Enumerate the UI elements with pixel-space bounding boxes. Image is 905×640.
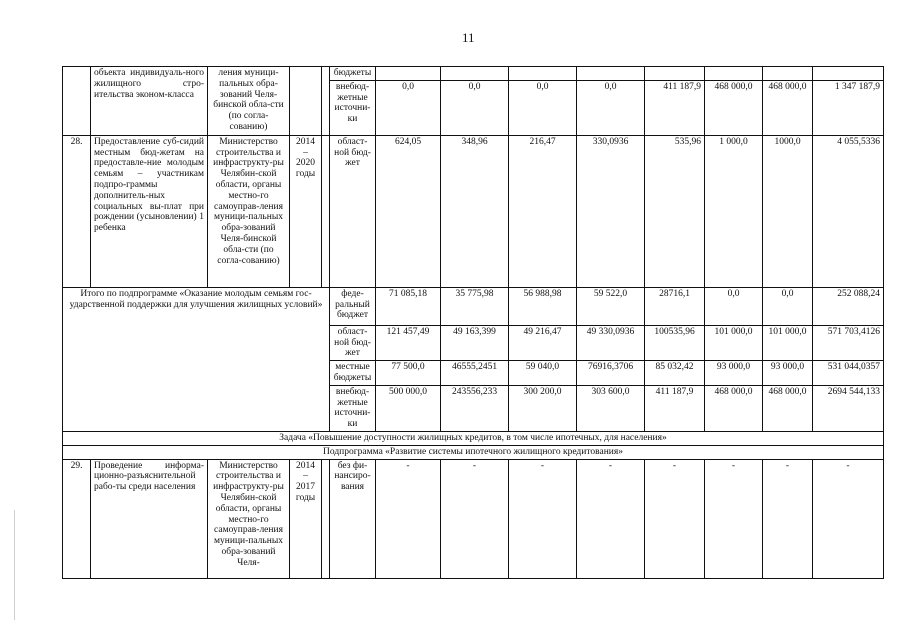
value-cell: 121 457,49 <box>376 325 441 360</box>
value-cell <box>705 67 763 81</box>
years: 2014 – 2020 годы <box>290 135 322 287</box>
value-cell: 56 988,98 <box>509 287 577 325</box>
measure-name: объекта индивидуаль-ного жилищного стро-ительства эконом-класса <box>91 67 208 136</box>
row-number: 28. <box>63 135 91 287</box>
value-cell: 0,0 <box>763 287 813 325</box>
value-cell: 531 044,0357 <box>813 361 884 386</box>
value-cell: 303 600,0 <box>577 385 645 431</box>
years <box>290 67 322 136</box>
value-cell: 35 775,98 <box>441 287 509 325</box>
subprogram-heading: Подпрограмма «Развитие системы ипотечного жилищного кредитования» <box>63 445 884 459</box>
funding-source: област-ной бюд-жет <box>330 135 376 287</box>
value-cell: - <box>645 459 705 578</box>
subprogram-heading-row <box>63 445 884 459</box>
table-row-28 <box>63 135 884 287</box>
funding-source: местные бюджеты <box>330 361 376 386</box>
years: 2014 – 2017 годы <box>290 459 322 578</box>
value-cell: 0,0 <box>705 287 763 325</box>
page-number: 11 <box>462 30 475 45</box>
funding-source: бюджеты <box>330 67 376 81</box>
value-cell: 59 522,0 <box>577 287 645 325</box>
value-cell: 500 000,0 <box>376 385 441 431</box>
row-number: 29. <box>63 459 91 578</box>
value-cell: 330,0936 <box>577 135 645 287</box>
value-cell: 468 000,0 <box>705 80 763 135</box>
value-cell: 1 000,0 <box>705 135 763 287</box>
blank-cell <box>322 67 330 136</box>
value-cell <box>509 67 577 81</box>
value-cell: - <box>376 459 441 578</box>
value-cell: 252 088,24 <box>813 287 884 325</box>
funding-source: област-ной бюд-жет <box>330 325 376 360</box>
blank-cell <box>322 135 330 287</box>
executor: Министерство строительства и инфраструкту-ры Челябин-ской области, органы местно-го самоуправ-ления муници-пальных обра-зований Челя- <box>208 459 290 578</box>
value-cell: 101 000,0 <box>763 325 813 360</box>
value-cell: 348,96 <box>441 135 509 287</box>
value-cell: 1000,0 <box>763 135 813 287</box>
value-cell: - <box>441 459 509 578</box>
value-cell: 411 187,9 <box>645 385 705 431</box>
value-cell: 571 703,4126 <box>813 325 884 360</box>
funding-source: феде-ральный бюджет <box>330 287 376 325</box>
value-cell: 411 187,9 <box>645 80 705 135</box>
total-row-federal <box>63 287 884 325</box>
value-cell: 85 032,42 <box>645 361 705 386</box>
value-cell: 468 000,0 <box>763 385 813 431</box>
value-cell: - <box>705 459 763 578</box>
value-cell: 28716,1 <box>645 287 705 325</box>
executor: ления муници-пальных обра-зований Челя-бинской обла-сти (по согла-сованию) <box>208 67 290 136</box>
value-cell: 300 200,0 <box>509 385 577 431</box>
measure-name: Проведение информа-ционно-разъяснительной рабо-ты среди населения <box>91 459 208 578</box>
value-cell <box>577 67 645 81</box>
value-cell: - <box>509 459 577 578</box>
value-cell: - <box>813 459 884 578</box>
row-number <box>63 67 91 136</box>
value-cell: 535,96 <box>645 135 705 287</box>
value-cell: 77 500,0 <box>376 361 441 386</box>
subprogram-total-label: Итого по подпрограмме «Оказание молодым семьям гос-ударственной поддержки для улучшения жилищных условий» <box>63 287 330 431</box>
value-cell: 1 347 187,9 <box>813 80 884 135</box>
value-cell <box>763 67 813 81</box>
task-heading-row <box>63 431 884 445</box>
executor: Министерство строительства и инфраструкту-ры Челябин-ской области, органы местно-го самоуправ-ления муници-пальных обра-зований Челя-бинской обла-сти (по согла-сованию) <box>208 135 290 287</box>
funding-source: внебюд-жетные источни-ки <box>330 385 376 431</box>
value-cell: 468 000,0 <box>705 385 763 431</box>
value-cell: 0,0 <box>577 80 645 135</box>
funding-source: внебюд-жетные источни-ки <box>330 80 376 135</box>
task-heading: Задача «Повышение доступности жилищных кредитов, в том числе ипотечных, для населения» <box>63 431 884 445</box>
scan-edge-shadow <box>14 510 15 620</box>
value-cell: 93 000,0 <box>763 361 813 386</box>
value-cell: 624,05 <box>376 135 441 287</box>
value-cell: 59 040,0 <box>509 361 577 386</box>
value-cell: 243556,233 <box>441 385 509 431</box>
value-cell: 0,0 <box>376 80 441 135</box>
value-cell: 49 163,399 <box>441 325 509 360</box>
value-cell: 46555,2451 <box>441 361 509 386</box>
value-cell: 49 330,0936 <box>577 325 645 360</box>
value-cell: 0,0 <box>509 80 577 135</box>
value-cell: - <box>763 459 813 578</box>
table-row-29 <box>63 459 884 578</box>
value-cell: 468 000,0 <box>763 80 813 135</box>
blank-cell <box>322 459 330 578</box>
funding-source: без фи-нансиро-вания <box>330 459 376 578</box>
value-cell: - <box>577 459 645 578</box>
measure-name: Предоставление суб-сидий местным бюд-жетам на предоставле-ние молодым семьям – участникам подпро-граммы дополнитель-ных социальных вы-плат при рождении (усыновлении) 1 ребенка <box>91 135 208 287</box>
value-cell <box>376 67 441 81</box>
value-cell: 0,0 <box>441 80 509 135</box>
value-cell: 2694 544,133 <box>813 385 884 431</box>
value-cell: 4 055,5336 <box>813 135 884 287</box>
value-cell: 100535,96 <box>645 325 705 360</box>
value-cell <box>645 67 705 81</box>
budget-table <box>62 66 884 579</box>
value-cell: 76916,3706 <box>577 361 645 386</box>
value-cell: 49 216,47 <box>509 325 577 360</box>
value-cell: 71 085,18 <box>376 287 441 325</box>
value-cell: 93 000,0 <box>705 361 763 386</box>
value-cell: 101 000,0 <box>705 325 763 360</box>
value-cell: 216,47 <box>509 135 577 287</box>
table-row-continuation <box>63 67 884 81</box>
value-cell <box>813 67 884 81</box>
value-cell <box>441 67 509 81</box>
